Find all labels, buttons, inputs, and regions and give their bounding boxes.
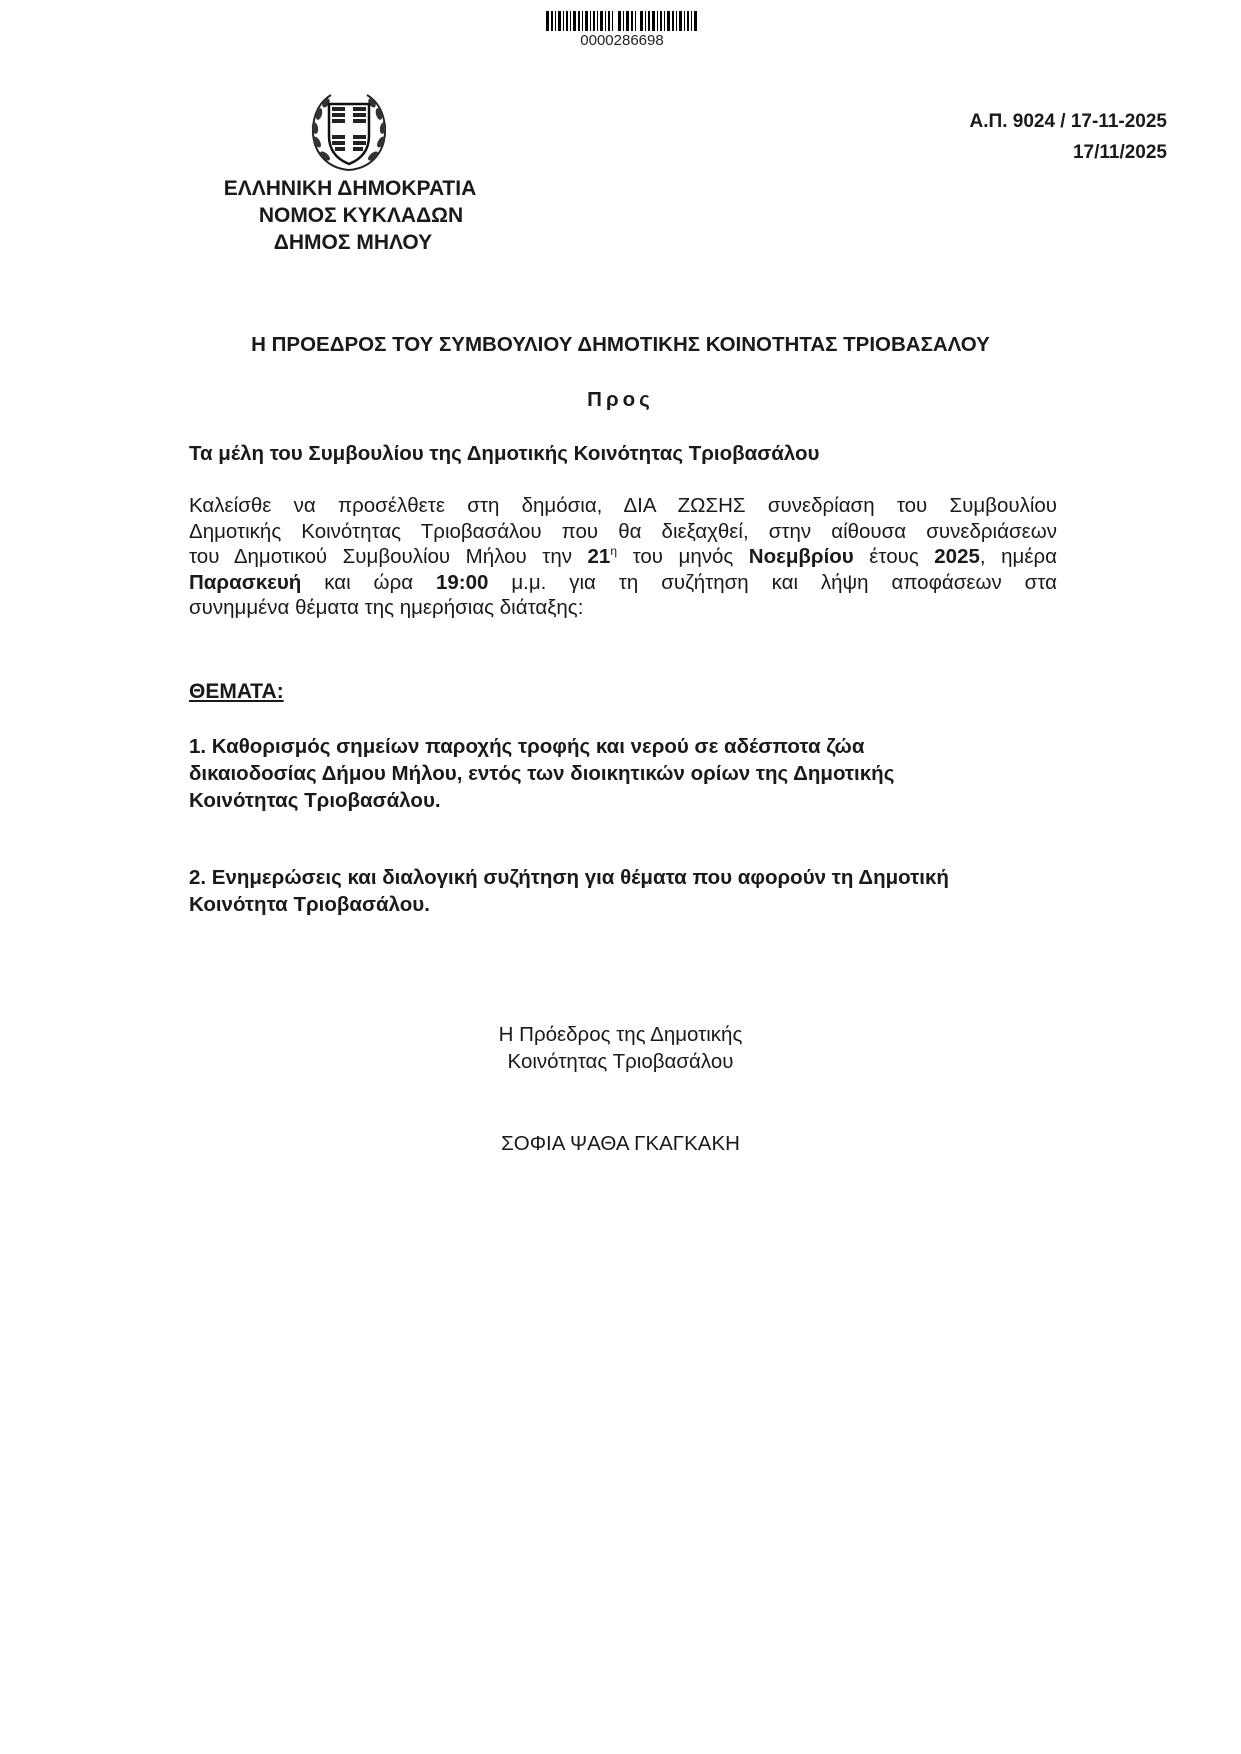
header-prefecture: ΝΟΜΟΣ ΚΥΚΛΑΔΩΝ [258,204,464,227]
invitation-paragraph [189,493,1057,621]
barcode-number: 0000286698 [580,32,664,49]
signature-role: Η Πρόεδρος της Δημοτικής Κοινότητας Τριοβασάλου [498,1023,743,1073]
protocol-block [969,106,1167,168]
protocol-reference: Α.Π. 9024 / 17-11-2025 [969,111,1167,132]
authority-header [180,175,520,256]
greek-republic-emblem-icon [307,90,391,174]
invitation-line-1: Καλείσθε να προσέλθετε στη δημόσια, ΔΙΑ ΖΩΣΗΣ συνεδρίαση του Συμβουλίου [189,494,1057,517]
invitation-line-4: Παρασκευή και ώρα 19:00 μ.μ. για τη συζήτηση και λήψη αποφάσεων στα [189,570,1057,594]
meeting-year: 2025 [934,545,980,569]
invitation-line-3: του Δημοτικού Συμβουλίου Μήλου την $21^\eta$ του μηνός Νοεμβρίου έτους 2025, ημέρα [189,544,1057,569]
barcode [546,11,698,31]
invitation-line-5: συνημμένα θέματα της ημερήσιας διάταξης: [189,596,584,620]
recipients-line: Τα μέλη του Συμβουλίου της Δημοτικής Κοινότητας Τριοβασάλου [189,442,820,465]
meeting-day: 21 [587,545,611,569]
invitation-line-2: Δημοτικής Κοινότητας Τριοβασάλου που θα διεξαχθεί, στην αίθουσα συνεδριάσεων [189,519,1057,543]
meeting-day-suffix: η [610,544,618,559]
header-municipality: ΔΗΜΟΣ ΜΗΛΟΥ [273,231,433,254]
meeting-time: 19:00 [435,570,489,594]
topic-item-1: 1. Καθορισμός σημείων παροχής τροφής και νερού σε αδέσποτα ζώα δικαιοδοσίας Δήμου Μήλου, εντός των διοικητικών ορίων της Δημοτικής Κοινότητας Τριοβασάλου. [189,735,895,812]
header-republic: ΕΛΛΗΝΙΚΗ ΔΗΜΟΚΡΑΤΙΑ [223,177,477,200]
meeting-weekday: Παρασκευή [189,570,302,594]
meeting-month: Νοεμβρίου [748,545,854,569]
protocol-date: 17/11/2025 [1072,142,1167,163]
to-label: Προς [587,388,654,411]
document-title: Η ΠΡΟΕΔΡΟΣ ΤΟΥ ΣΥΜΒΟΥΛΙΟΥ ΔΗΜΟΤΙΚΗΣ ΚΟΙΝΟΤΗΤΑΣ ΤΡΙΟΒΑΣΑΛΟΥ [251,333,990,356]
topics-heading: ΘΕΜΑΤΑ: [189,680,284,703]
topic-item-2: 2. Ενημερώσεις και διαλογική συζήτηση για θέματα που αφορούν τη Δημοτική Κοινότητα Τριοβασάλου. [189,866,949,916]
signatory-name: ΣΟΦΙΑ ΨΑΘΑ ΓΚΑΓΚΑΚΗ [501,1132,740,1155]
